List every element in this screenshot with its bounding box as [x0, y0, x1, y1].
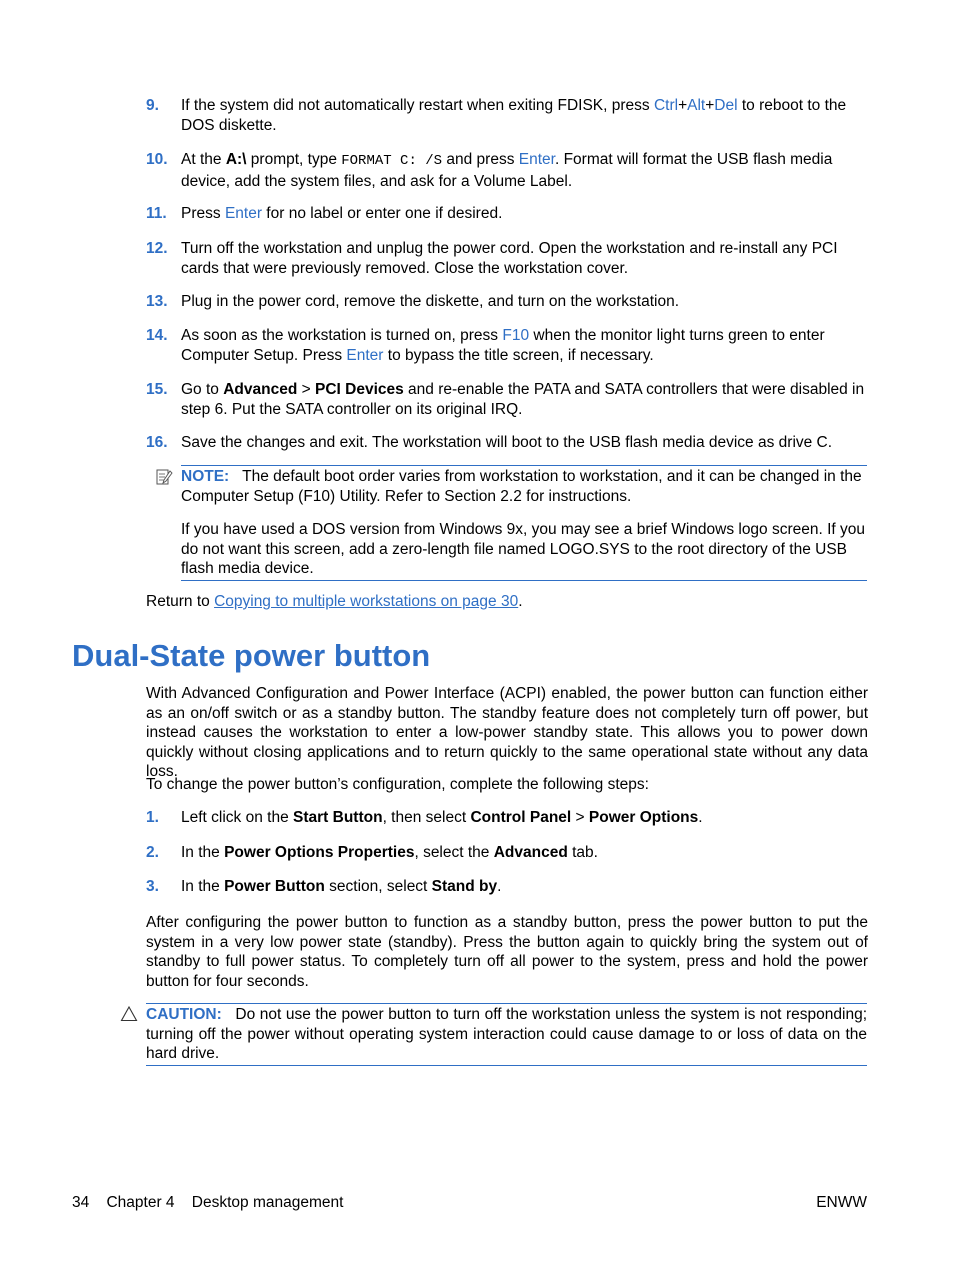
note-box — [181, 465, 867, 581]
key-del: Del — [714, 97, 738, 114]
step-text: Go to Advanced > PCI Devices and re-enable the PATA and SATA controllers that were disabled in step 6. Put the SATA controller on its original IRQ. — [181, 381, 865, 418]
step-number: 16. — [146, 434, 168, 451]
step-number: 12. — [146, 240, 168, 257]
step-text: If the system did not automatically restart when exiting FDISK, press Ctrl+Alt+Del to reboot to the DOS diskette. — [181, 97, 847, 134]
cross-reference-link[interactable]: Copying to multiple workstations on page 30 — [214, 593, 519, 610]
step-number: 9. — [146, 97, 159, 114]
key-f10: F10 — [502, 327, 530, 344]
note-paragraph-2: If you have used a DOS version from Windows 9x, you may see a brief Windows logo screen. If you do not want this screen, add a zero-length file named LOGO.SYS to the root directory of the USB flash media device. — [181, 521, 866, 577]
step-text: Left click on the Start Button, then select Control Panel > Power Options. — [181, 809, 703, 826]
caution-box — [146, 1003, 867, 1066]
caution-text: Do not use the power button to turn off the workstation unless the system is not responding; turning off the power without operating system interaction could cause damage to or loss of data on the hard drive. — [146, 1006, 867, 1062]
command-text: FORMAT C: /S — [341, 153, 443, 169]
prompt-text: A:\ — [225, 151, 247, 168]
step-number: 11. — [146, 205, 167, 222]
step-text: In the Power Options Properties, select the Advanced tab. — [181, 844, 598, 861]
step-text: As soon as the workstation is turned on, press F10 when the monitor light turns green to enter Computer Setup. Press Enter to bypass the title screen, if necessary. — [181, 327, 825, 364]
step-text: Press Enter for no label or enter one if desired. — [181, 205, 503, 222]
page-number: 34 — [72, 1194, 90, 1211]
caution-paragraph — [146, 1005, 867, 1064]
key-enter: Enter — [346, 346, 384, 364]
step-number: 13. — [146, 293, 168, 310]
note-label: NOTE: — [181, 468, 230, 485]
step-text: In the Power Button section, select Stand by. — [181, 878, 502, 895]
step-text: Save the changes and exit. The workstation will boot to the USB flash media device as drive C. — [181, 434, 833, 451]
chapter-label: Chapter 4 — [106, 1194, 175, 1211]
step-number: 3. — [146, 878, 159, 895]
step-text: At the A:\ prompt, type FORMAT C: /S and press Enter. Format will format the USB flash media device, add the system files, and ask for a Volume Label. — [181, 151, 833, 190]
step-number: 1. — [146, 809, 159, 826]
key-ctrl: Ctrl — [653, 97, 679, 114]
step-text: Turn off the workstation and unplug the power cord. Open the workstation and re-install any PCI cards that were previously removed. Close the workstation cover. — [181, 240, 838, 277]
caution-label: CAUTION: — [146, 1006, 222, 1023]
key-enter: Enter — [224, 205, 262, 222]
caution-triangle-icon — [120, 1005, 138, 1023]
step-number: 2. — [146, 844, 159, 861]
note-paragraph — [181, 467, 867, 506]
key-enter: Enter — [518, 151, 555, 168]
change-intro: To change the power button’s configuration, complete the following steps: — [146, 776, 649, 793]
note-pad-icon — [155, 468, 173, 486]
footer-left — [72, 1193, 343, 1213]
key-alt: Alt — [687, 97, 706, 114]
step-number: 15. — [146, 381, 168, 398]
return-line: Return to Copying to multiple workstations on page 30. — [146, 593, 523, 610]
step-number: 10. — [146, 151, 168, 168]
chapter-title: Desktop management — [191, 1194, 344, 1211]
step-number: 14. — [146, 327, 168, 344]
section-title: Dual-State power button — [72, 638, 431, 673]
note-text: The default boot order varies from workstation to workstation, and it can be changed in the Computer Setup (F10) Utility. Refer to Section 2.2 for instructions. — [181, 468, 862, 505]
step-text: Plug in the power cord, remove the diskette, and turn on the workstation. — [181, 293, 679, 310]
footer-right: ENWW — [816, 1194, 867, 1211]
after-paragraph: After configuring the power button to function as a standby button, press the power button to put the system in a very low power state (standby). Press the button again to quickly bring the system out of standby to full power status. To completely turn off all power to the system, press and hold the power button for four seconds. — [146, 914, 868, 990]
intro-paragraph: With Advanced Configuration and Power Interface (ACPI) enabled, the power button can function either as an on/off switch or as a standby button. The standby feature does not completely turn off power, but instead causes the workstation to enter a low-power standby state. This allows you to power down quickly without closing applications and to return quickly to the same operational state without any data loss. — [146, 685, 868, 780]
